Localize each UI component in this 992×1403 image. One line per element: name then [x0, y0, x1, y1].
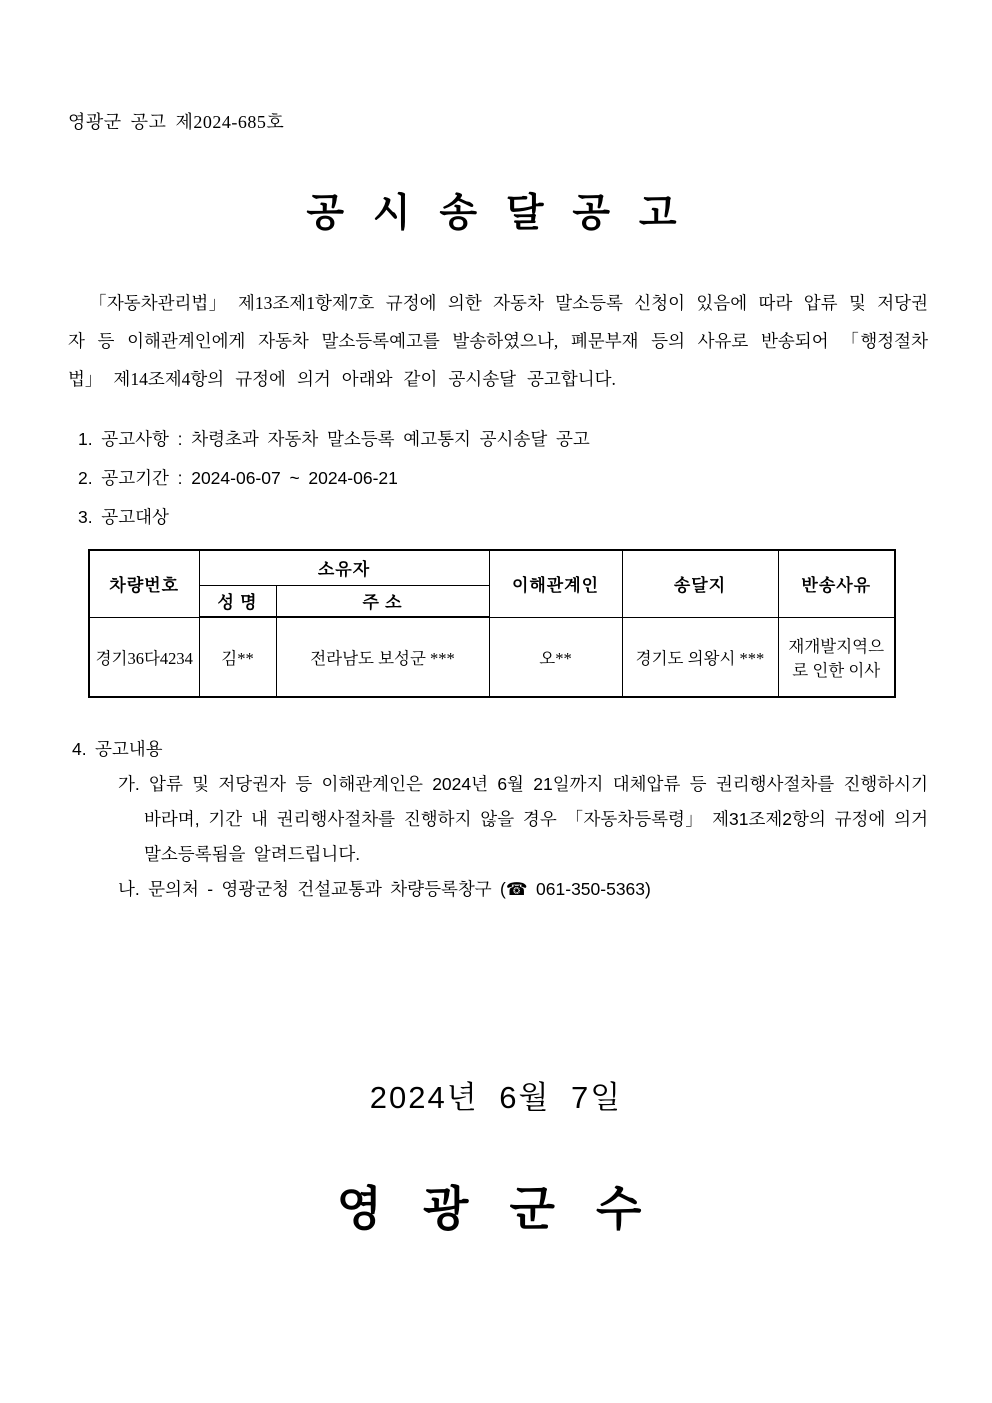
cell-service-place: 경기도 의왕시 *** [622, 617, 778, 697]
notice-number: 영광군 공고 제2024-685호 [68, 112, 285, 132]
notice-content-sub-na: 나. 문의처 - 영광군청 건설교통과 차량등록창구 (☎ 061-350-5363) [118, 879, 651, 899]
intro-paragraph: 「자동차관리법」 제13조제1항제7호 규정에 의한 자동차 말소등록 신청이 있음에 따라 압류 및 저당권자 등 이해관계인에게 자동차 말소등록예고를 발송하였으나, 폐문부재 등의 사유로 반송되어 「행정절차법」 제14조제4항의 규정에 의거 아래와 같이 공시송달 공고합니다. [68, 293, 928, 389]
table-header-service-place: 송달지 [622, 550, 778, 617]
cell-vehicle-no: 경기36다4234 [89, 617, 199, 697]
table-row [89, 617, 895, 697]
table-header-owner: 소유자 [199, 550, 489, 585]
notice-item-list [78, 420, 928, 537]
notice-item-period: 2. 공고기간 : 2024-06-07 ~ 2024-06-21 [78, 468, 398, 488]
table-header-owner-name: 성 명 [199, 585, 276, 617]
notice-item-content-heading: 4. 공고내용 [72, 739, 163, 759]
table-header-vehicle-no: 차량번호 [89, 550, 199, 617]
cell-return-reason: 재개발지역으로 인한 이사 [778, 617, 895, 697]
notice-content-section [72, 732, 928, 907]
cell-interested-party: 오** [489, 617, 622, 697]
page-title: 공 시 송 달 공 고 [306, 192, 686, 235]
cell-owner-name: 김** [199, 617, 276, 697]
table-header-owner-address: 주 소 [276, 585, 489, 617]
notice-date: 2024년 6월 7일 [369, 1080, 623, 1115]
cell-owner-address: 전라남도 보성군 *** [276, 617, 489, 697]
issuer-signature: 영 광 군 수 [336, 1182, 656, 1235]
table-header-interested-party: 이해관계인 [489, 550, 622, 617]
notice-item-target: 3. 공고대상 [78, 507, 169, 527]
notice-content-sub-ga: 가. 압류 및 저당권자 등 이해관계인은 2024년 6월 21일까지 대체압류 등 권리행사절차를 진행하시기 바라며, 기간 내 권리행사절차를 진행하지 않을 경우 「자동차등록령」 제31조제2항의 규정에 의거 말소등록됨을 알려드립니다. [118, 774, 928, 864]
table-header-return-reason: 반송사유 [778, 550, 895, 617]
notice-target-table [88, 549, 896, 698]
notice-item-subject: 1. 공고사항 : 차령초과 자동차 말소등록 예고통지 공시송달 공고 [78, 429, 590, 449]
